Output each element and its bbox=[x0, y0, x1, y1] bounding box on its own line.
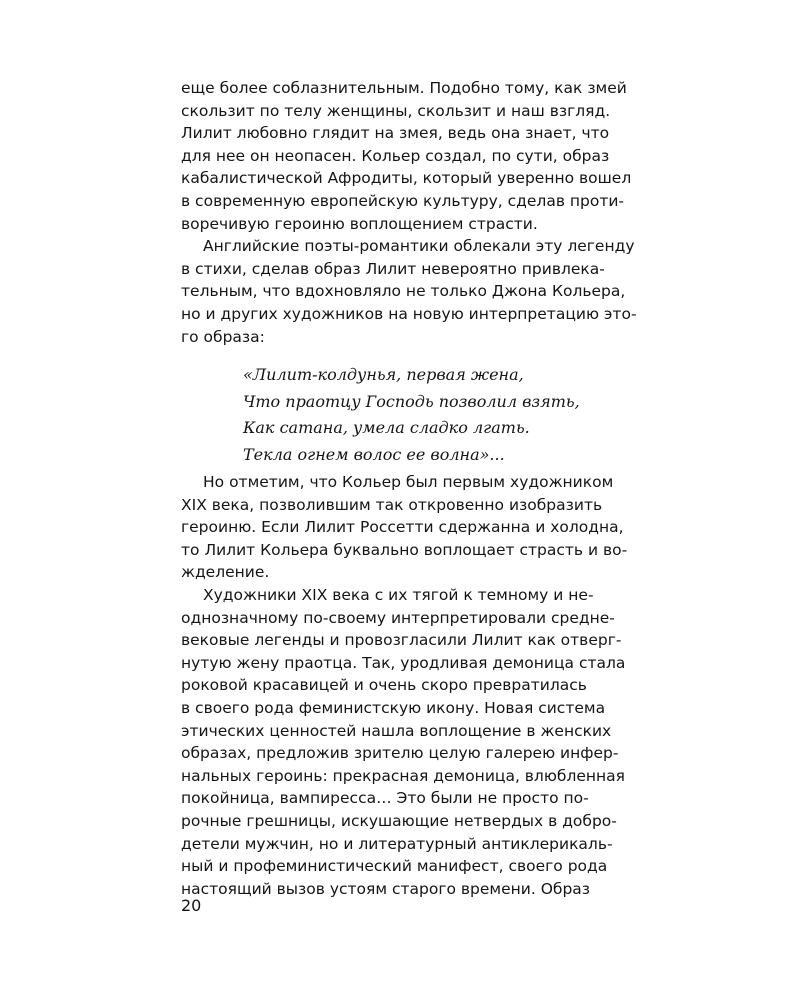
lower-text bbox=[181, 471, 628, 900]
text-line: для нее он неопасен. Кольер создал, по сути, образ bbox=[181, 146, 610, 165]
poem-quote bbox=[243, 362, 580, 468]
text-line: нутую жену праотца. Так, уродливая демоница стала bbox=[181, 653, 626, 672]
text-line: Художники XIX века с их тягой к темному и не- bbox=[203, 585, 594, 604]
poem-line: Текла огнем волос ее волна»... bbox=[243, 444, 505, 464]
text-line: однозначному по-своему интерпретировали средне- bbox=[181, 608, 615, 627]
text-line: кабалистической Афродиты, который уверенно вошел bbox=[181, 169, 632, 188]
text-line: настоящий вызов устоям старого времени. Образ bbox=[181, 879, 591, 898]
paragraph-1 bbox=[181, 77, 632, 235]
text-line: героиню. Если Лилит Россетти сдержанна и холодна, bbox=[181, 518, 624, 537]
text-line: Но отметим, что Кольер был первым художником bbox=[203, 473, 614, 491]
poem-line: Что праотцу Господь позволил взять, bbox=[243, 391, 580, 411]
text-line: роковой красавицей и очень скоро превратилась bbox=[181, 676, 587, 695]
text-line: но и других художников на новую интерпретацию это- bbox=[181, 304, 637, 323]
paragraph-2 bbox=[181, 235, 637, 348]
paragraph-3 bbox=[181, 471, 628, 584]
text-line: нальных героинь: прекрасная демоница, влюбленная bbox=[181, 766, 625, 785]
text-line: этических ценностей нашла воплощение в женских bbox=[181, 721, 612, 740]
paragraph-4 bbox=[181, 584, 626, 900]
text-line: еще более соблазнительным. Подобно тому, как змей bbox=[181, 79, 627, 97]
text-line: жделение. bbox=[181, 563, 270, 582]
page-number: 20 bbox=[181, 896, 202, 915]
text-line: в современную европейскую культуру, сделав проти- bbox=[181, 191, 625, 210]
upper-text bbox=[181, 77, 637, 348]
text-line: ный и профеминистический манифест, своего рода bbox=[181, 857, 608, 876]
poem-line: Как сатана, умела сладко лгать. bbox=[243, 418, 530, 437]
text-line: Английские поэты-романтики облекали эту легенду bbox=[203, 237, 635, 256]
text-line: воречивую героиню воплощением страсти. bbox=[181, 214, 538, 233]
text-line: в своего рода феминистскую икону. Новая система bbox=[181, 698, 606, 717]
poem-line: «Лилит-колдунья, первая жена, bbox=[243, 365, 524, 384]
text-line: вековые легенды и провозгласили Лилит как отверг- bbox=[181, 631, 622, 650]
text-line: детели мужчин, но и литературный антиклерикаль- bbox=[181, 834, 613, 853]
text-line: в стихи, сделав образ Лилит невероятно привлека- bbox=[181, 259, 605, 278]
text-line: покойница, вампиресса… Это были не просто по- bbox=[181, 789, 589, 808]
text-line: рочные грешницы, искушающие нетвердых в добро- bbox=[181, 811, 617, 830]
text-line: тельным, что вдохновляло не только Джона Кольера, bbox=[181, 282, 626, 301]
text-line: Лилит любовно глядит на змея, ведь она знает, что bbox=[181, 124, 610, 143]
text-line: то Лилит Кольера буквально воплощает страсть и во- bbox=[181, 540, 628, 559]
text-line: образах, предложив зрителю целую галерею инфер- bbox=[181, 744, 619, 763]
text-line: скользит по телу женщины, скользит и наш взгляд. bbox=[181, 101, 611, 120]
text-line: XIX века, позволившим так откровенно изобразить bbox=[181, 495, 603, 514]
text-line: го образа: bbox=[181, 327, 265, 346]
